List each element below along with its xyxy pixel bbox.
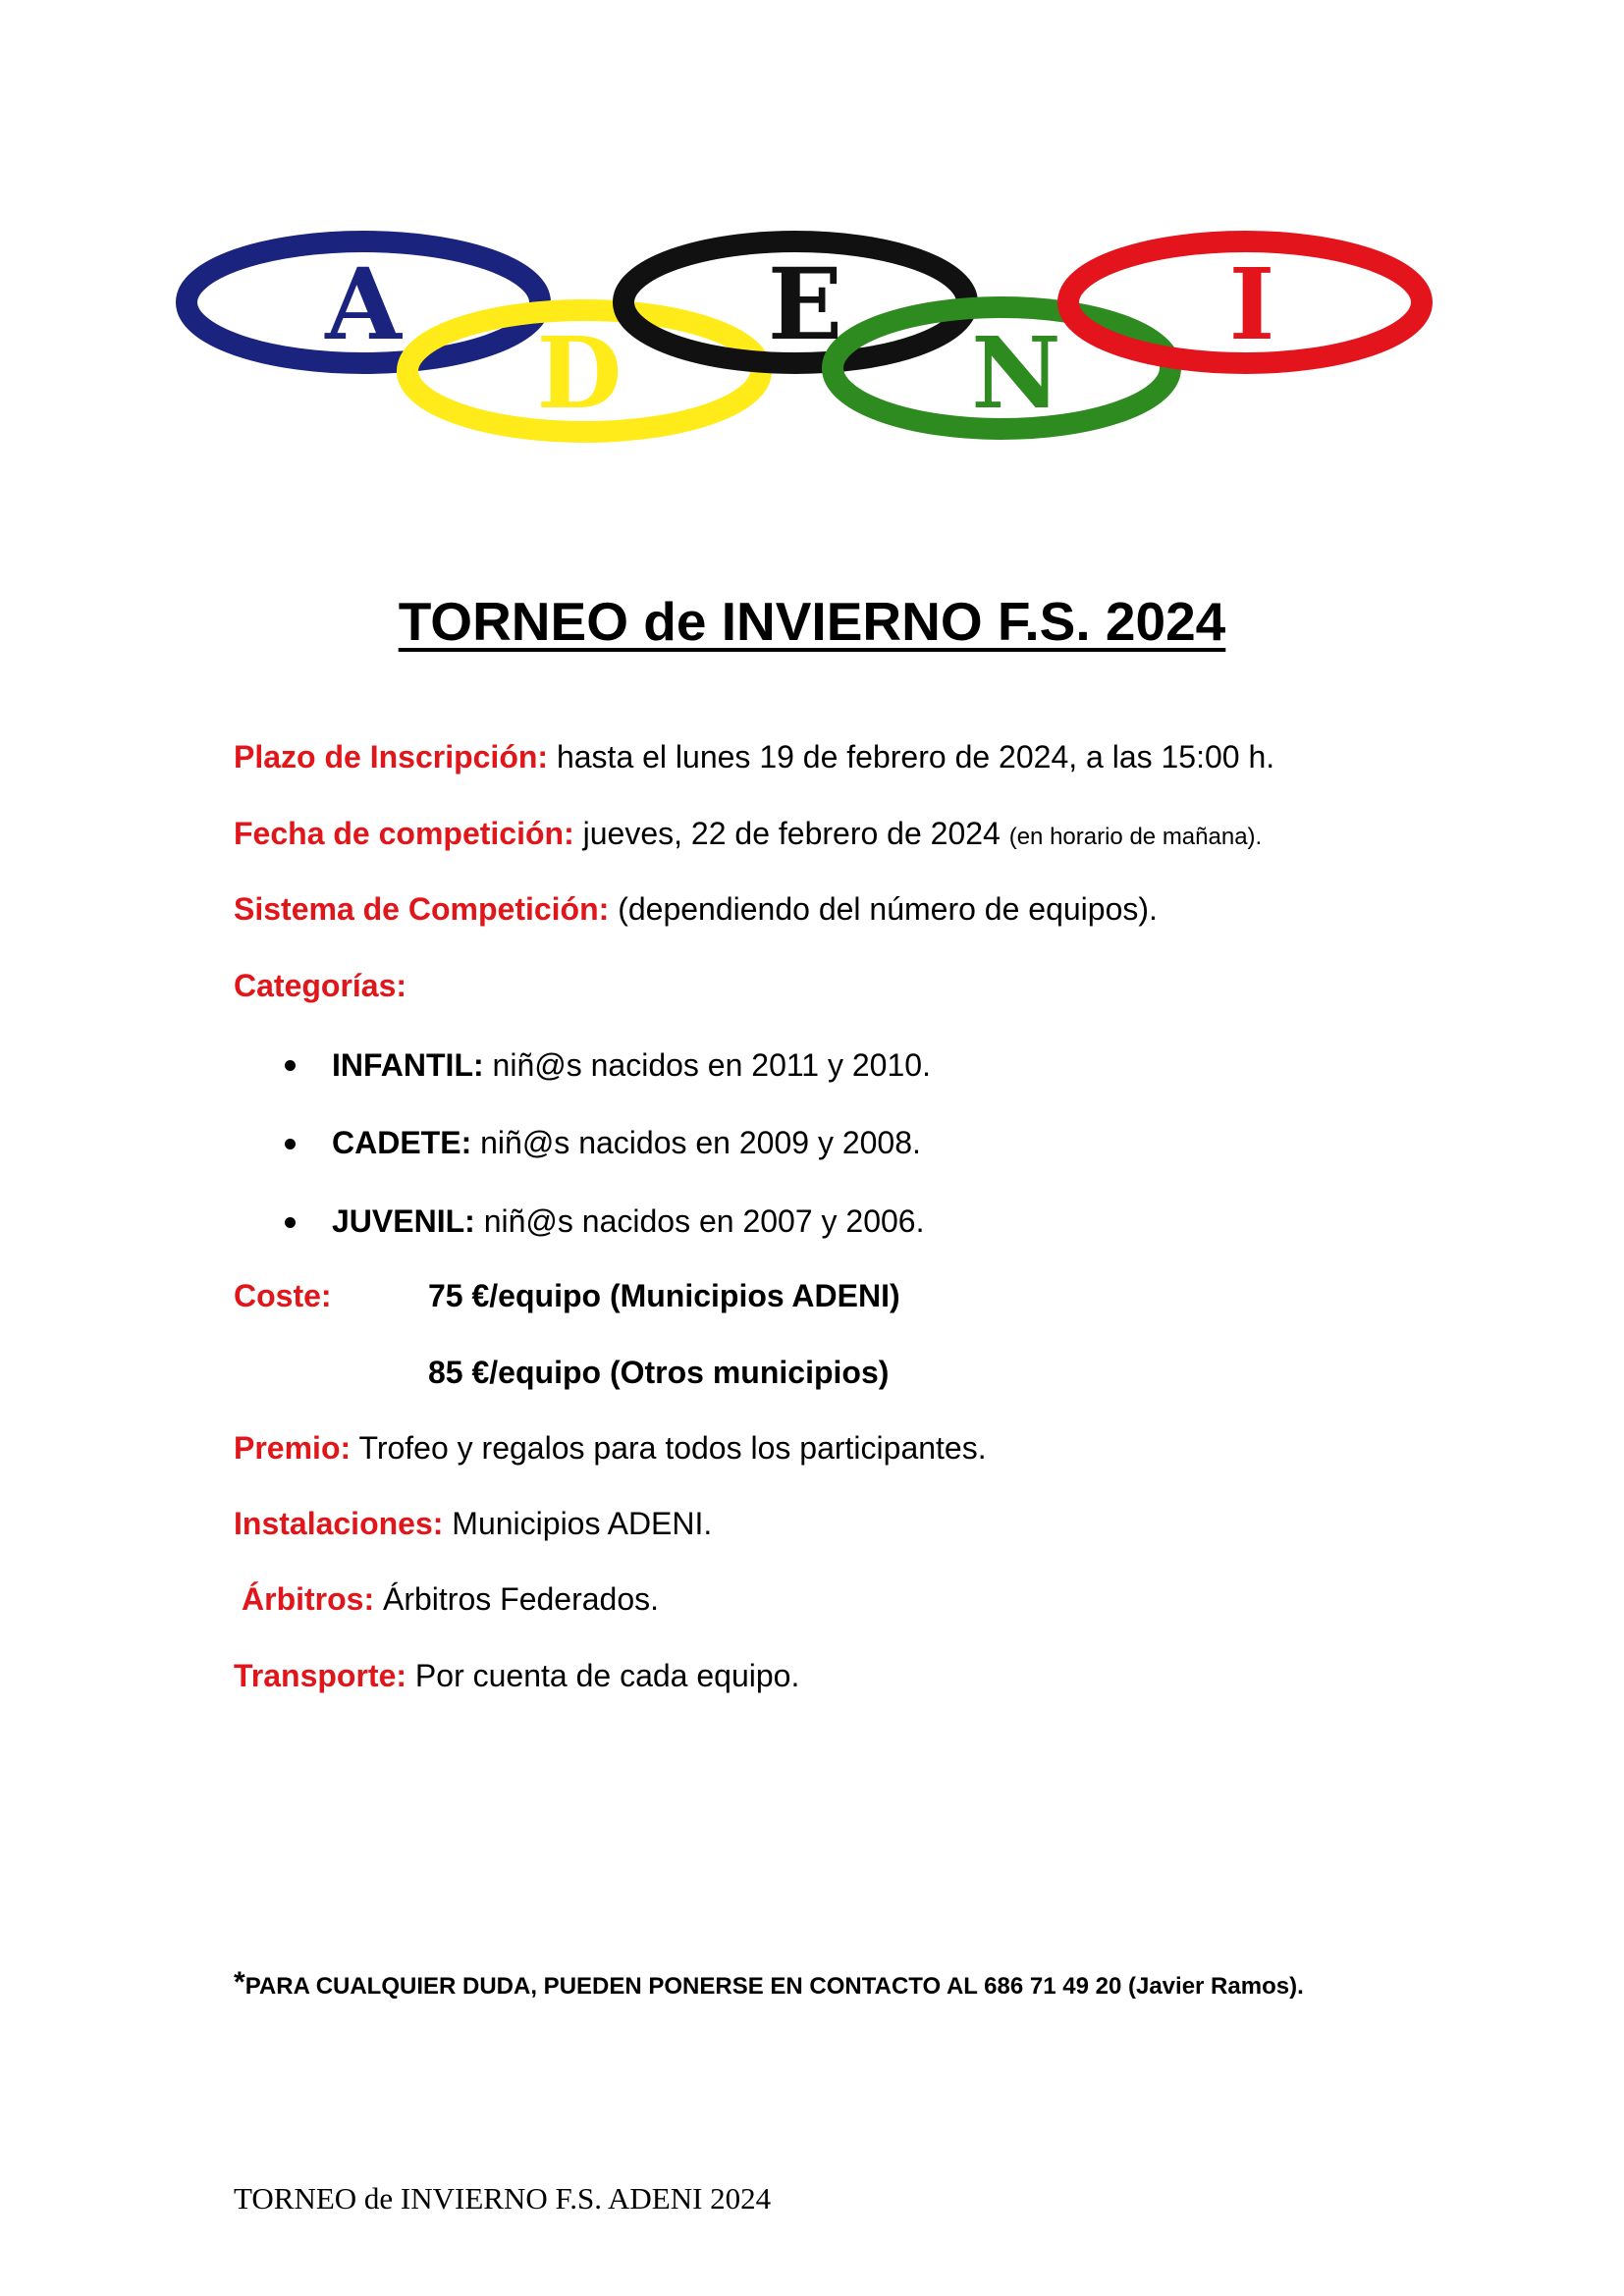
instalaciones-line [234,1504,712,1543]
transporte-value: Por cuenta de cada equipo. [406,1658,800,1693]
fecha-note: (en horario de mañana). [1008,824,1263,850]
instalaciones-value: Municipios ADENI. [443,1506,713,1541]
coste-otros: 85 €/equipo (Otros municipios) [428,1355,890,1390]
categoria-name: INFANTIL: [332,1047,484,1083]
arbitros-value: Árbitros Federados. [374,1581,660,1617]
contact-text: PARA CUALQUIER DUDA, PUEDEN PONERSE EN CONTACTO AL 686 71 49 20 (Javier Ramos). [244,1973,1304,2000]
arbitros-line [242,1579,659,1619]
bullet-icon [285,1060,296,1071]
premio-line [234,1428,987,1468]
categorias-label: Categorías: [234,968,407,1003]
fecha-value: jueves, 22 de febrero de 2024 [573,816,1009,851]
categoria-text: niñ@s nacidos en 2007 y 2006. [474,1203,925,1239]
asterisk: * [234,1966,245,1999]
categoria-text: niñ@s nacidos en 2011 y 2010. [483,1047,931,1083]
categoria-text: niñ@s nacidos en 2009 y 2008. [471,1125,921,1160]
coste-adeni: 75 €/equipo (Municipios ADENI) [428,1278,900,1313]
plazo-line [234,737,1274,776]
premio-label: Premio: [234,1430,352,1466]
categoria-infantil [332,1045,931,1085]
coste-line [234,1276,332,1315]
instalaciones-label: Instalaciones: [234,1506,444,1541]
fecha-line [234,814,1262,857]
plazo-value: hasta el lunes 19 de febrero de 2024, a las 15:00 h. [548,739,1275,774]
arbitros-label: Árbitros: [242,1581,375,1617]
logo-letter-e: E [767,246,843,362]
page-footer: TORNEO de INVIERNO F.S. ADENI 2024 [234,2181,772,2216]
logo-letter-i: I [1228,246,1275,362]
plazo-label: Plazo de Inscripción: [234,739,549,774]
sistema-label: Sistema de Competición: [234,891,610,927]
bullet-icon [285,1139,296,1149]
sistema-line [234,889,1158,929]
contact-note [234,1963,1304,2006]
logo-letter-d: D [536,315,623,431]
logo-letter-n: N [971,315,1061,431]
coste-label: Coste: [234,1278,332,1313]
adeni-logo [167,206,1453,452]
categoria-juvenil [332,1201,924,1241]
premio-value: Trofeo y regalos para todos los participantes. [351,1430,987,1466]
bullet-icon [285,1217,296,1228]
fecha-label: Fecha de competición: [234,816,574,851]
categoria-name: JUVENIL: [332,1203,475,1239]
logo-letter-a: A [325,246,402,362]
transporte-label: Transporte: [234,1658,407,1693]
categoria-cadete [332,1123,921,1162]
categoria-name: CADETE: [332,1125,472,1160]
transporte-line [234,1656,799,1695]
page-title: TORNEO de INVIERNO F.S. 2024 [398,591,1226,652]
categorias-line [234,966,406,1005]
sistema-value: (dependiendo del número de equipos). [609,891,1158,927]
